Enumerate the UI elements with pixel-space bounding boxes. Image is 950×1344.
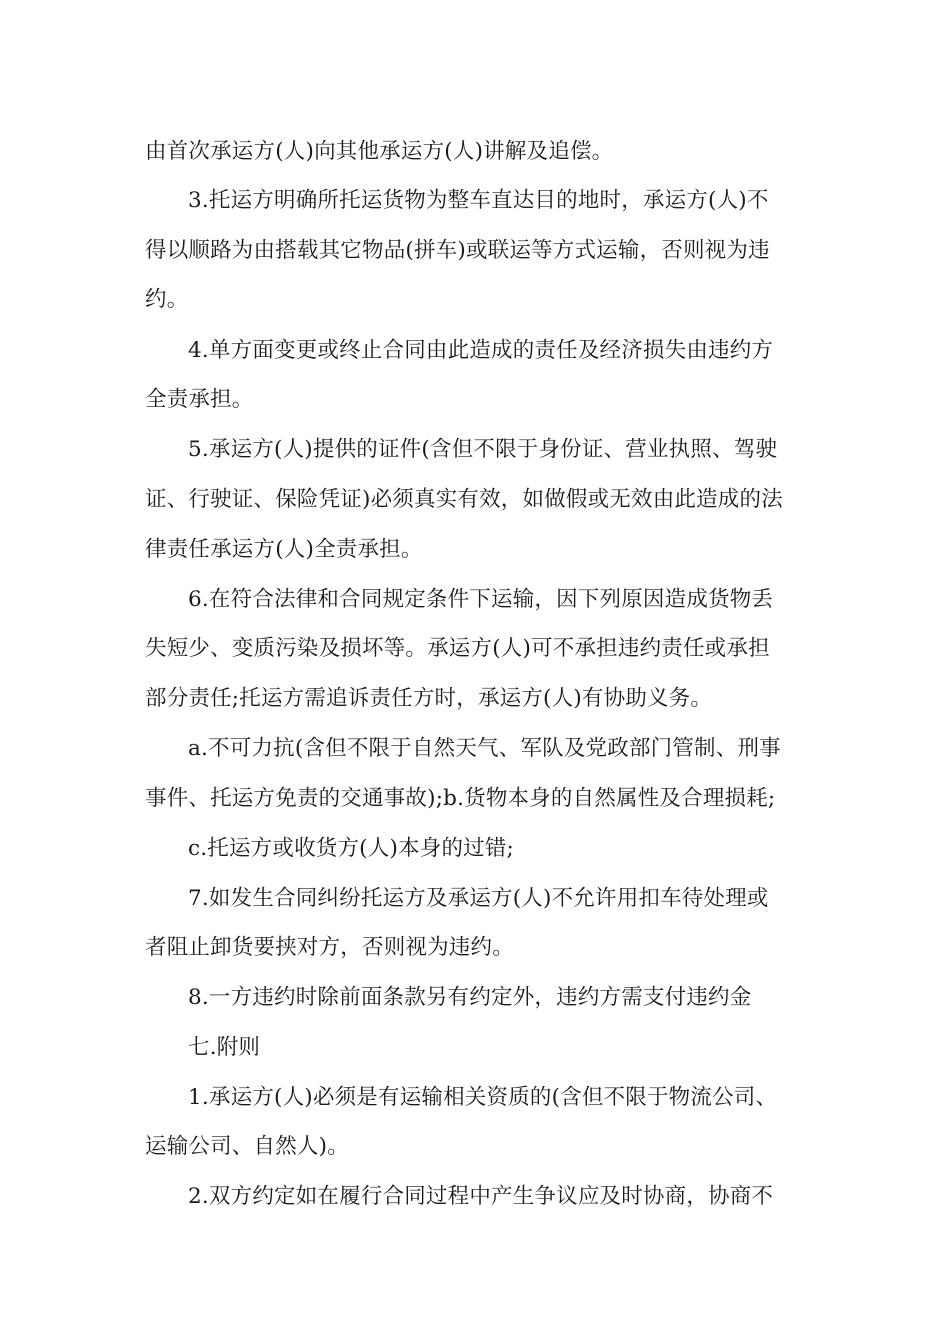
section-heading: 七.附则 — [188, 1035, 261, 1060]
text-line: 4.单方面变更或终止合同由此造成的责任及经济损失由违约方 — [188, 338, 774, 363]
text-line: 6.在符合法律和合同规定条件下运输，因下列原因造成货物丢 — [188, 587, 774, 612]
text-line: 事件、托运方免责的交通事故);b.货物本身的自然属性及合理损耗; — [145, 786, 776, 811]
text-line: 8.一方违约时除前面条款另有约定外，违约方需支付违约金 — [188, 985, 752, 1010]
text-line: 由首次承运方(人)向其他承运方(人)讲解及追偿。 — [145, 139, 614, 164]
text-line: 者阻止卸货要挟对方，否则视为违约。 — [145, 935, 514, 960]
text-line: 证、行驶证、保险凭证)必须真实有效，如做假或无效由此造成的法 — [145, 487, 783, 512]
text-line: 约。 — [145, 287, 189, 312]
text-line: a.不可力抗(含但不限于自然天气、军队及党政部门管制、刑事 — [188, 736, 781, 761]
text-line: 部分责任;托运方需追诉责任方时，承运方(人)有协助义务。 — [145, 686, 713, 711]
text-line: 全责承担。 — [145, 387, 254, 412]
text-line: 失短少、变质污染及损坏等。承运方(人)可不承担违约责任或承担 — [145, 636, 770, 661]
text-line: 5.承运方(人)提供的证件(含但不限于身份证、营业执照、驾驶 — [188, 437, 778, 462]
text-line: 运输公司、自然人)。 — [145, 1134, 349, 1159]
text-line: c.托运方或收货方(人)本身的过错; — [188, 836, 514, 861]
text-line: 1.承运方(人)必须是有运输相关资质的(含但不限于物流公司、 — [188, 1085, 778, 1110]
text-line: 2.双方约定如在履行合同过程中产生争议应及时协商，协商不 — [188, 1184, 774, 1209]
text-line: 3.托运方明确所托运货物为整车直达目的地时，承运方(人)不 — [188, 188, 769, 213]
text-line: 律责任承运方(人)全责承担。 — [145, 537, 423, 562]
text-line: 7.如发生合同纠纷托运方及承运方(人)不允许用扣车待处理或 — [188, 886, 769, 911]
text-line: 得以顺路为由搭载其它物品(拼车)或联运等方式运输，否则视为违 — [145, 238, 770, 263]
